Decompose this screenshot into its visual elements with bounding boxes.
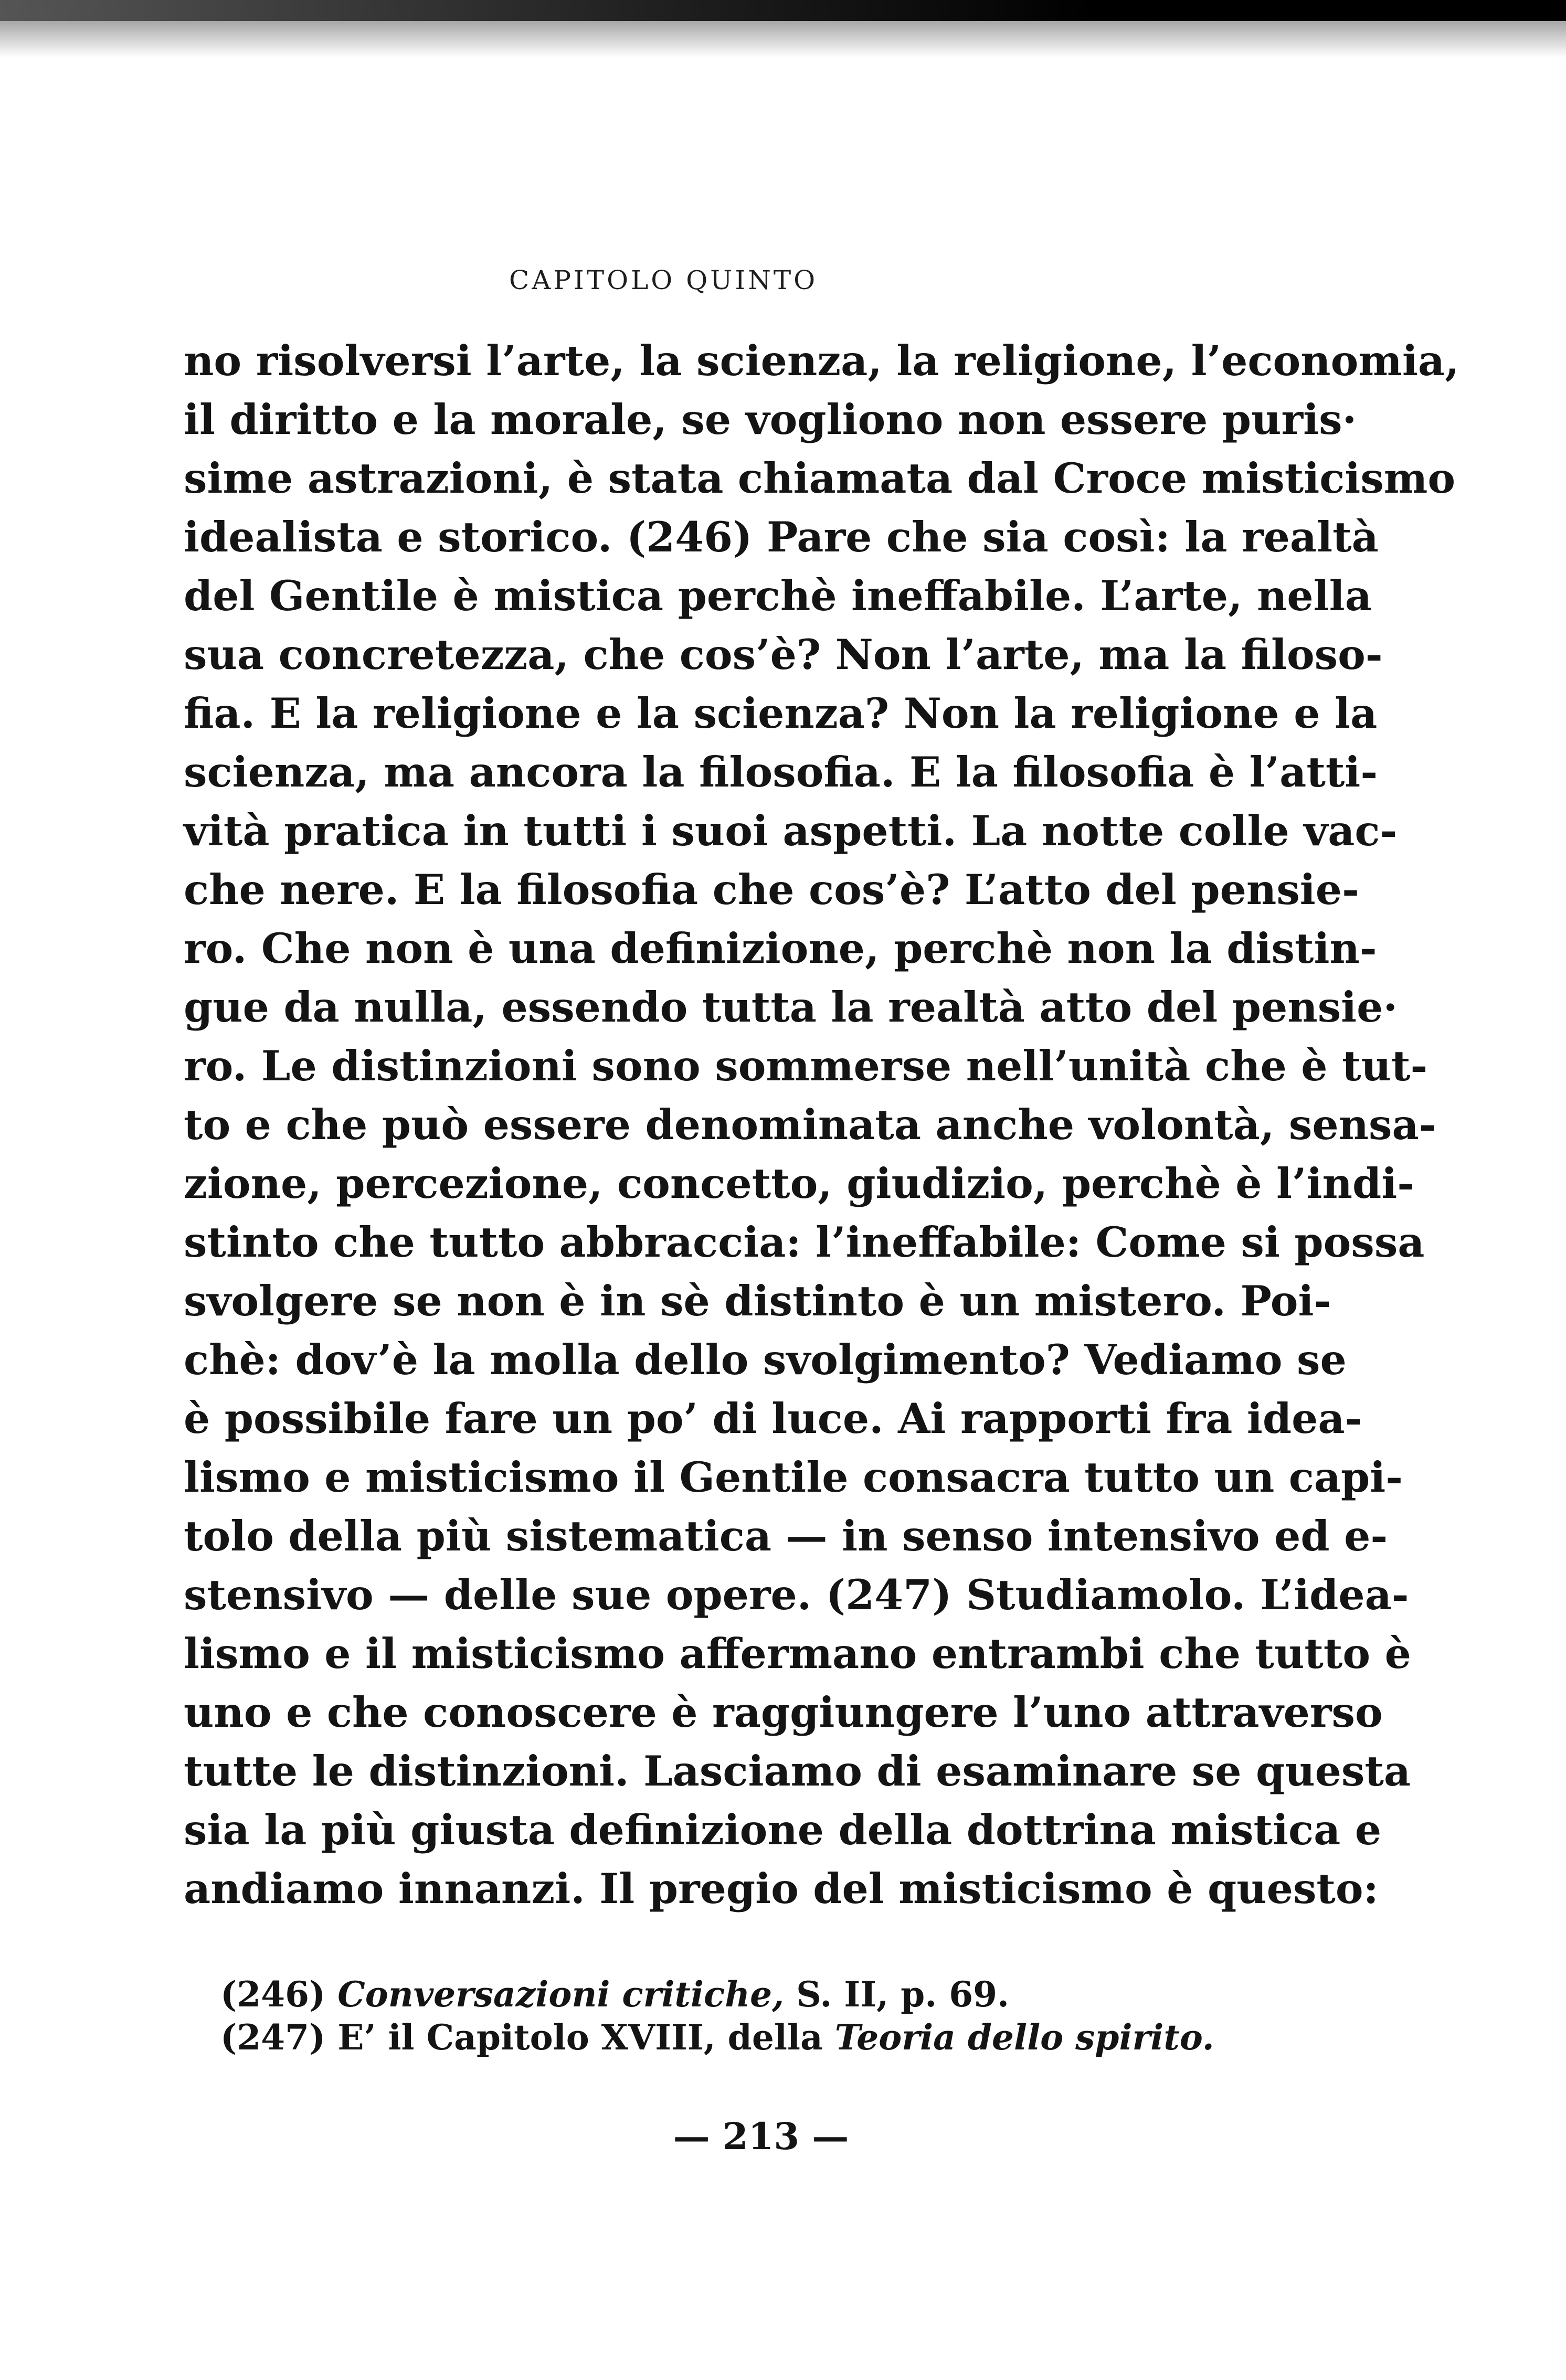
text-line: tolo della più sistematica — in senso intensivo ed e- [184, 1512, 1388, 1560]
footnote-247 [220, 2016, 1296, 2059]
text-line: zione, percezione, concetto, giudizio, perchè è l’indi- [184, 1159, 1415, 1208]
text-line: lismo e il misticismo affermano entrambi che tutto è [184, 1629, 1411, 1678]
text-line: chè: dov’è la molla dello svolgimento? Vediamo se [184, 1335, 1347, 1384]
text-line: gue da nulla, essendo tutta la realtà atto del pensie· [184, 983, 1398, 1032]
footnote-title: Teoria dello spirito. [834, 2017, 1214, 2058]
text-line: tutte le distinzioni. Lasciamo di esaminare se questa [184, 1747, 1411, 1795]
scan-top-shadow [0, 21, 1566, 58]
footnote-reference: S. II, p. 69. [796, 1974, 1010, 2015]
text-line: scienza, ma ancora la filosofia. E la filosofia è l’atti- [184, 748, 1378, 796]
text-line: sia la più giusta definizione della dottrina mistica e [184, 1805, 1382, 1854]
page-number: — 213 — [673, 2115, 849, 2158]
text-line: lismo e misticismo il Gentile consacra tutto un capi- [184, 1453, 1403, 1502]
text-line: ro. Le distinzioni sono sommerse nell’unità che è tut- [184, 1042, 1428, 1090]
text-line: idealista e storico. (246) Pare che sia così: la realtà [184, 513, 1379, 561]
text-line: no risolversi l’arte, la scienza, la religione, l’economia, [184, 336, 1459, 385]
footnote-number: (247) [220, 2017, 326, 2058]
text-line: è possibile fare un po’ di luce. Ai rapporti fra idea- [184, 1394, 1362, 1443]
text-line: svolgere se non è in sè distinto è un mistero. Poi- [184, 1277, 1331, 1325]
text-line: to e che può essere denominata anche volontà, sensa- [184, 1100, 1436, 1149]
body-text [184, 332, 1459, 1918]
text-line: vità pratica in tutti i suoi aspetti. La notte colle vac- [184, 806, 1398, 855]
text-line: stinto che tutto abbraccia: l’ineffabile: Come si possa [184, 1218, 1425, 1267]
footnote-title: Conversazioni critiche, [337, 1974, 785, 2015]
footnote-number: (246) [220, 1974, 326, 2015]
text-line: ro. Che non è una definizione, perchè non la distin- [184, 924, 1377, 973]
text-line: che nere. E la filosofia che cos’è? L’atto del pensie- [184, 865, 1359, 914]
text-line: il diritto e la morale, se vogliono non essere puris· [184, 395, 1357, 444]
footnotes [220, 1973, 1296, 2059]
footnote-246 [220, 1973, 1296, 2016]
text-line: stensivo — delle sue opere. (247) Studiamolo. L’idea- [184, 1570, 1409, 1619]
text-line: sime astrazioni, è stata chiamata dal Croce misticismo [184, 454, 1456, 503]
text-line: fia. E la religione e la scienza? Non la religione e la [184, 689, 1378, 738]
text-line: sua concretezza, che cos’è? Non l’arte, ma la filoso- [184, 630, 1383, 679]
scan-top-edge [0, 0, 1566, 21]
running-head: CAPITOLO QUINTO [509, 265, 818, 295]
text-line: andiamo innanzi. Il pregio del misticismo è questo: [184, 1864, 1379, 1913]
footnote-reference: E’ il Capitolo XVIII, della [337, 2017, 823, 2058]
text-line: del Gentile è mistica perchè ineffabile. L’arte, nella [184, 571, 1372, 620]
text-line: uno e che conoscere è raggiungere l’uno attraverso [184, 1688, 1383, 1737]
